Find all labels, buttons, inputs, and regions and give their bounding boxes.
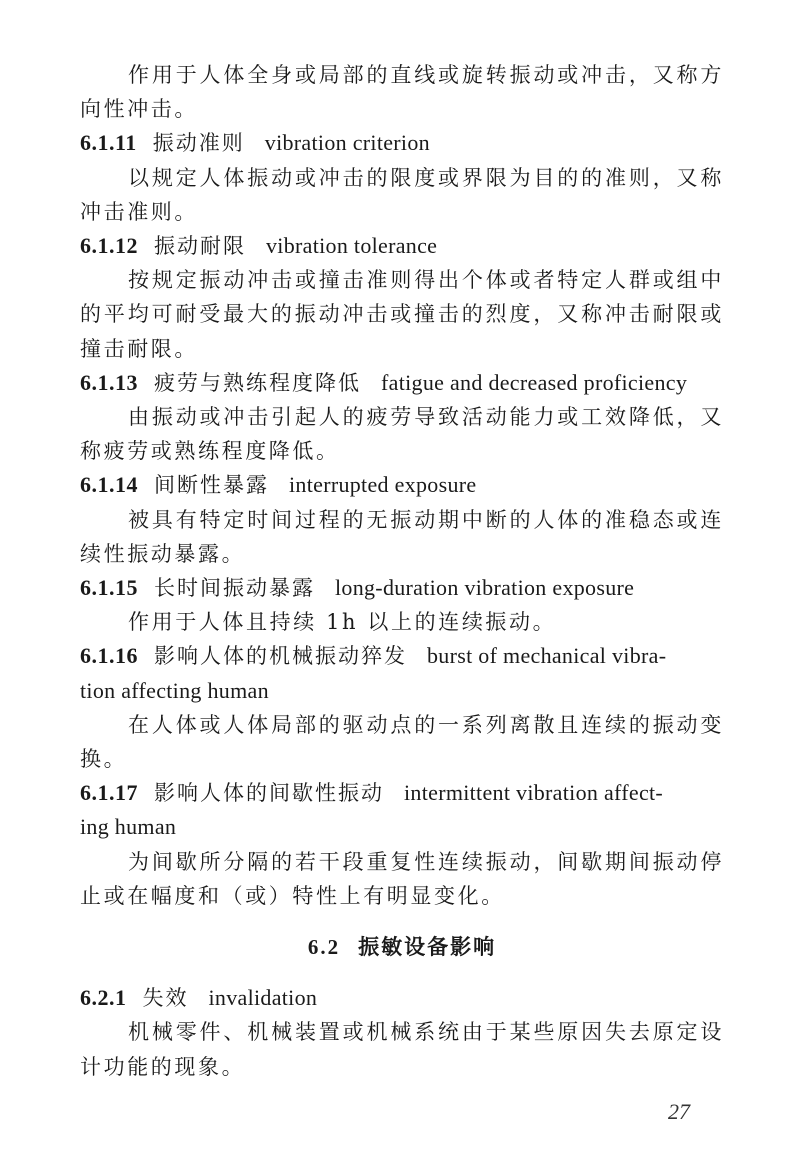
section-heading-6-2: [80, 930, 724, 964]
section-number: 6.2: [307, 934, 341, 959]
term-heading-6-2-1: [80, 981, 724, 1015]
term-chinese: 影响人体的机械振动猝发: [154, 644, 407, 669]
term-english: intermittent vibration affect-: [404, 780, 664, 806]
term-number: 6.1.17: [80, 780, 138, 806]
term-english: vibration criterion: [264, 130, 430, 156]
document-page: [80, 58, 724, 1084]
term-english-continuation: tion affecting human: [80, 677, 269, 703]
section-title: 振敏设备影响: [358, 933, 497, 959]
term-number: 6.1.12: [80, 233, 138, 258]
term-heading-6-1-11: [80, 126, 724, 160]
paragraph-6-1-12-definition: 按规定振动冲击或撞击准则得出个体或者特定人群或组中的平均可耐受最大的振动冲击或撞击的烈度，又称冲击耐限或撞击耐限。: [80, 268, 724, 361]
term-number: 6.1.16: [80, 643, 138, 669]
paragraph-6-1-13-definition: 由振动或冲击引起人的疲劳导致活动能力或工效降低，又称疲劳或熟练程度降低。: [80, 404, 724, 464]
paragraph-6-2-1-definition: 机械零件、机械装置或机械系统由于某些原因失去原定设计功能的现象。: [80, 1020, 724, 1079]
term-number: 6.1.13: [80, 369, 138, 395]
term-chinese: 影响人体的间歇性振动: [154, 781, 384, 806]
term-english: long-duration vibration exposure: [335, 574, 635, 600]
term-english: interrupted exposure: [289, 472, 477, 498]
term-heading-6-1-12: [80, 229, 724, 263]
paragraph-6-1-14-definition: 被具有特定时间过程的无振动期中断的人体的准稳态或连续性振动暴露。: [80, 507, 724, 566]
term-heading-6-1-14: [80, 468, 724, 502]
term-chinese: 振动准则: [152, 131, 245, 156]
paragraph-6-1-11-definition: 以规定人体振动或冲击的限度或界限为目的的准则，又称冲击准则。: [80, 165, 724, 224]
term-number: 6.2.1: [80, 985, 127, 1011]
term-number: 6.1.15: [80, 574, 138, 600]
term-english: burst of mechanical vibra-: [427, 643, 667, 669]
term-english-continuation: ing human: [80, 814, 177, 840]
term-english: vibration tolerance: [266, 233, 438, 258]
term-chinese: 失效: [142, 986, 189, 1011]
term-english: invalidation: [208, 985, 318, 1011]
paragraph-6-1-16-definition: 在人体或人体局部的驱动点的一系列离散且连续的振动变换。: [80, 712, 724, 771]
paragraph-6-1-10-definition: 作用于人体全身或局部的直线或旋转振动或冲击，又称方向性冲击。: [80, 63, 724, 122]
term-chinese: 长时间振动暴露: [154, 575, 315, 600]
paragraph-6-1-15-definition: 作用于人体且持续 1h 以上的连续振动。: [128, 610, 557, 635]
term-english: fatigue and decreased proficiency: [381, 369, 688, 395]
term-number: 6.1.14: [80, 472, 138, 498]
term-heading-6-1-17: [80, 776, 724, 810]
term-heading-6-1-15: [80, 571, 724, 605]
paragraph-6-1-17-definition: 为间歇所分隔的若干段重复性连续振动，间歇期间振动停止或在幅度和（或）特性上有明显变化。: [80, 849, 724, 908]
term-chinese: 振动耐限: [154, 234, 246, 258]
term-heading-6-1-13: [80, 366, 724, 400]
term-number: 6.1.11: [80, 130, 137, 156]
term-heading-6-1-16: [80, 639, 724, 673]
term-chinese: 间断性暴露: [154, 473, 269, 498]
page-number: 27: [668, 1099, 690, 1124]
term-chinese: 疲劳与熟练程度降低: [154, 370, 361, 395]
